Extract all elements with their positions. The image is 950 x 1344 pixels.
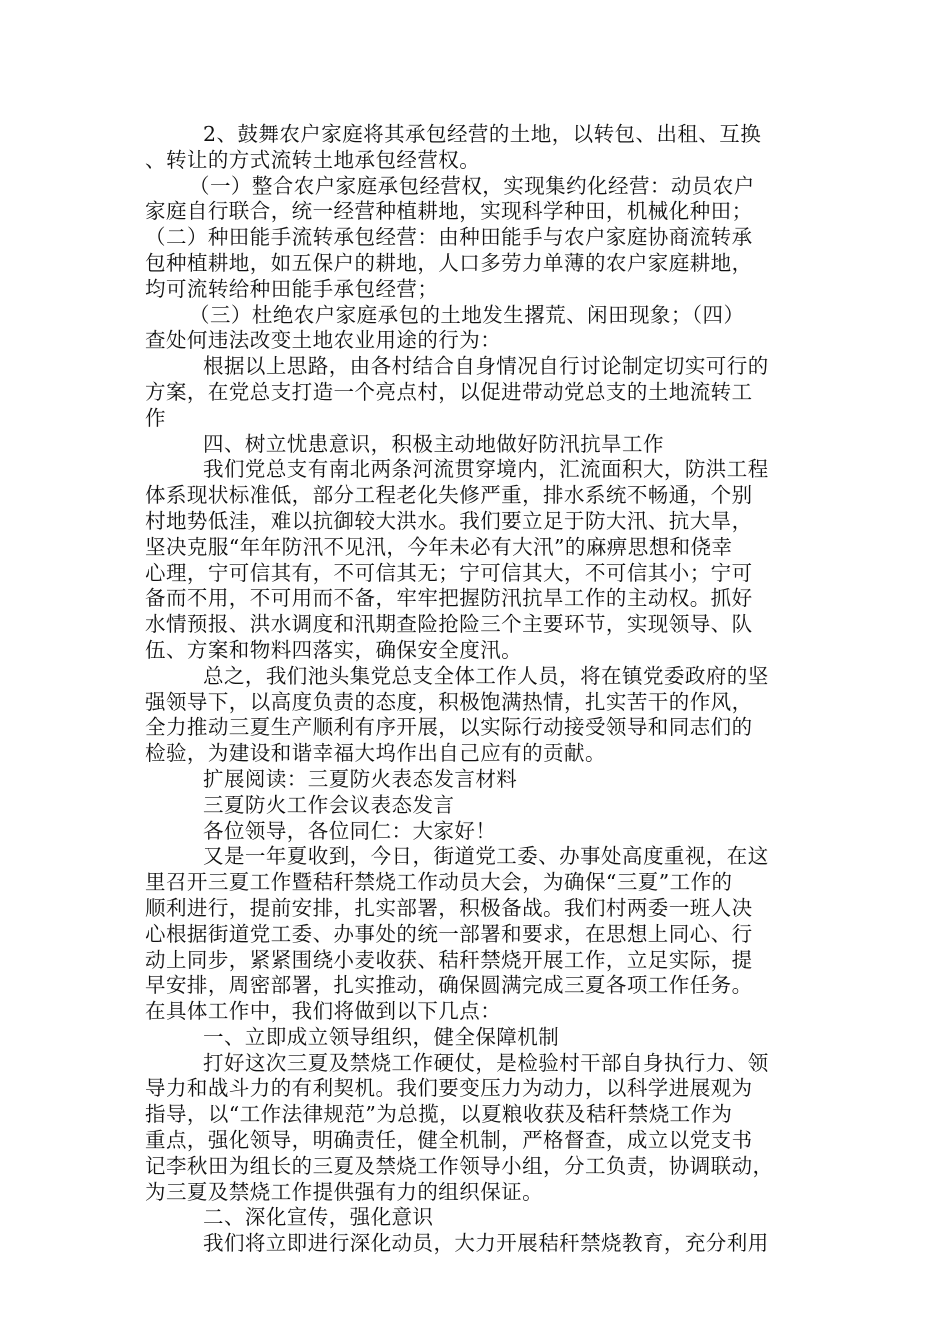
text-line: （三）杜绝农户家庭承包的土地发生撂荒、闲田现象；（四）	[189, 302, 745, 327]
text-line: 体系现状标准低，部分工程老化失修严重，排水系统不畅通，个别	[145, 483, 753, 508]
text-line: 我们将立即进行深化动员，大力开展秸秆禁烧教育，充分利用	[203, 1231, 769, 1256]
text-line: 为三夏及禁烧工作提供强有力的组织保证。	[145, 1179, 544, 1204]
text-line: 早安排，周密部署，扎实推动，确保圆满完成三夏各项工作任务。	[145, 973, 753, 998]
text-line: 2、鼓舞农户家庭将其承包经营的土地，以转包、出租、互换	[203, 122, 762, 146]
text-line: 查处何违法改变土地农业用途的行为：	[145, 328, 502, 353]
text-line: 重点，强化领导，明确责任，健全机制，严格督查，成立以党支书	[145, 1128, 753, 1153]
text-line: 指导，以“工作法律规范”为总揽，以夏粮收获及秸秆禁烧工作为	[145, 1102, 733, 1127]
text-line: 心根据街道党工委、办事处的统一部署和要求，在思想上同心、行	[145, 921, 753, 946]
text-line: 坚决克服“年年防汛不见汛，今年未必有大汛”的麻痹思想和侥幸	[145, 534, 733, 559]
text-line: 方案，在党总支打造一个亮点村，以促进带动党总支的土地流转工	[145, 379, 753, 404]
text-line: 三夏防火工作会议表态发言	[203, 792, 455, 817]
text-line: 家庭自行联合，统一经营种植耕地，实现科学种田，机械化种田；	[145, 199, 753, 224]
text-line: 打好这次三夏及禁烧工作硬仗，是检验村干部自身执行力、领	[203, 1050, 769, 1075]
text-line: 导力和战斗力的有利契机。我们要变压力为动力，以科学进展观为	[145, 1076, 753, 1101]
text-line: 检验，为建设和谐幸福大坞作出自己应有的贡献。	[145, 741, 606, 766]
text-line: 我们党总支有南北两条河流贯穿境内，汇流面积大，防洪工程	[203, 457, 769, 482]
text-line: 水情预报、洪水调度和汛期查险抢险三个主要环节，实现领导、队	[145, 612, 753, 637]
text-line: 包种植耕地，如五保户的耕地，人口多劳力单薄的农户家庭耕地，	[145, 250, 753, 275]
text-line: 强领导下，以高度负责的态度，积极饱满热情，扎实苦干的作风，	[145, 689, 753, 714]
text-line: 心理，宁可信其有，不可信其无；宁可信其大，不可信其小；宁可	[145, 560, 753, 585]
text-line: 顺利进行，提前安排，扎实部署，积极备战。我们村两委一班人决	[145, 895, 753, 920]
text-line: 又是一年夏收到，今日，街道党工委、办事处高度重视，在这	[203, 844, 769, 869]
text-line: 作	[145, 405, 166, 430]
text-line: （一）整合农户家庭承包经营权，实现集约化经营：动员农户	[189, 173, 755, 198]
text-line: 里召开三夏工作暨秸秆禁烧工作动员大会，为确保“三夏”工作的	[145, 870, 733, 895]
text-line: 总之，我们池头集党总支全体工作人员，将在镇党委政府的坚	[203, 663, 769, 688]
text-line: 村地势低洼，难以抗御较大洪水。我们要立足于防大汛、抗大旱，	[145, 508, 753, 533]
text-line: 全力推动三夏生产顺利有序开展，以实际行动接受领导和同志们的	[145, 715, 753, 740]
text-line: 二、深化宣传，强化意识	[203, 1205, 434, 1230]
text-line: （二）种田能手流转承包经营：由种田能手与农户家庭协商流转承	[145, 225, 753, 250]
text-line: 备而不用，不可用而不备，牢牢把握防汛抗旱工作的主动权。抓好	[145, 586, 753, 611]
text-line: 、转让的方式流转土地承包经营权。	[145, 147, 481, 172]
text-line: 伍、方案和物料四落实，确保安全度汛。	[145, 637, 523, 662]
text-line: 一、立即成立领导组织，健全保障机制	[203, 1024, 560, 1049]
text-line: 在具体工作中，我们将做到以下几点：	[145, 999, 502, 1024]
text-line: 根据以上思路，由各村结合自身情况自行讨论制定切实可行的	[203, 354, 769, 379]
text-line: 均可流转给种田能手承包经营；	[145, 276, 439, 301]
text-line: 扩展阅读：三夏防火表态发言材料	[203, 766, 518, 791]
text-line: 记李秋田为组长的三夏及禁烧工作领导小组，分工负责，协调联动，	[145, 1153, 774, 1178]
text-line: 各位领导，各位同仁：大家好！	[203, 818, 497, 843]
document-body	[145, 122, 810, 1257]
text-line: 四、树立忧患意识，积极主动地做好防汛抗旱工作	[203, 431, 664, 456]
text-line: 动上同步，紧紧围绕小麦收获、秸秆禁烧开展工作，立足实际，提	[145, 947, 753, 972]
